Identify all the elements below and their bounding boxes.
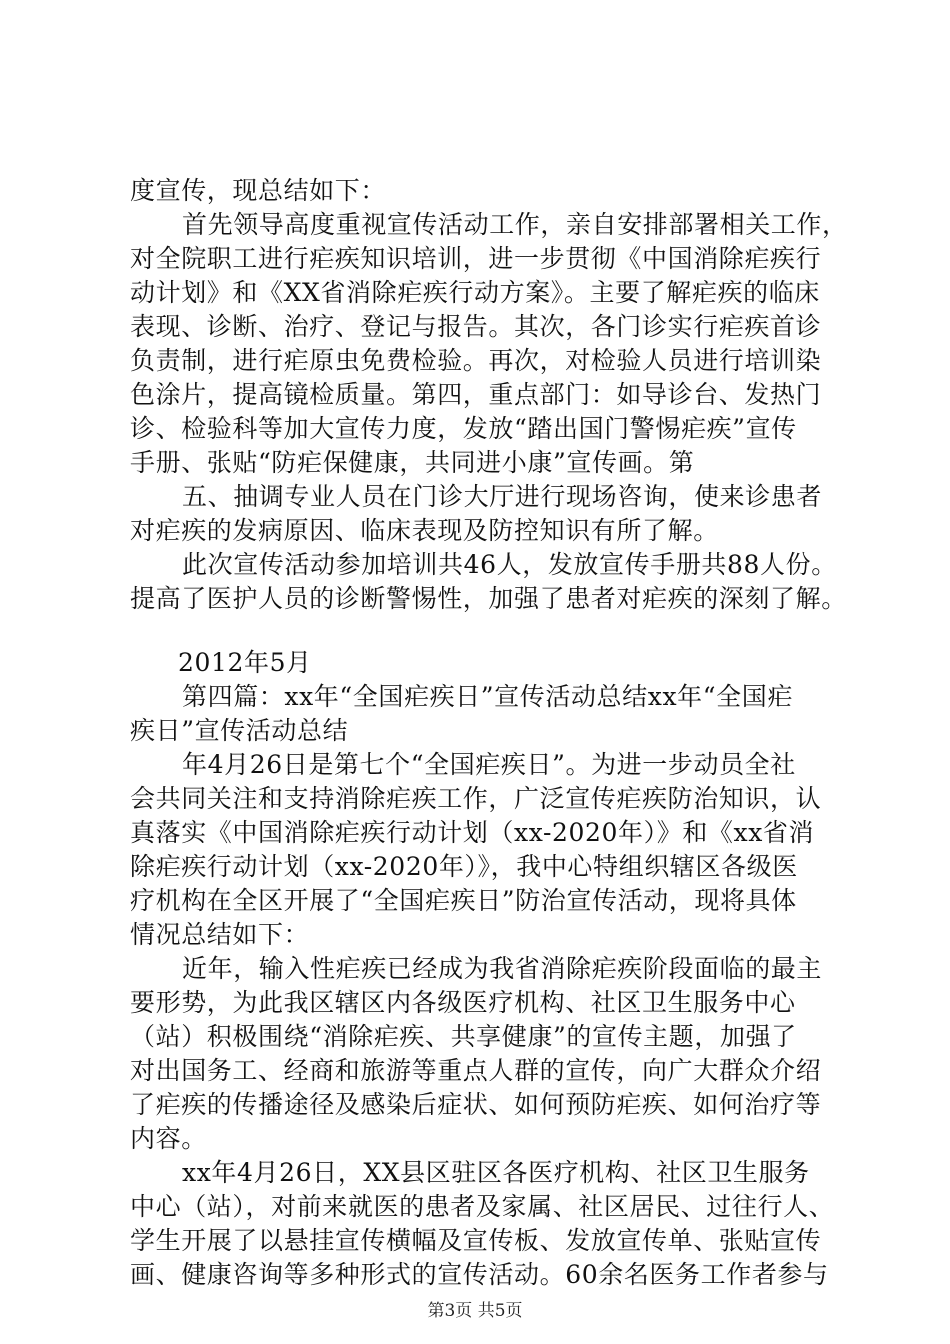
text-line: 动计划》和《XX省消除疟疾行动方案》。主要了解疟疾的临床 <box>130 278 820 307</box>
text-line: 负责制，进行疟原虫免费检验。再次，对检验人员进行培训染 <box>130 346 822 375</box>
text-line: 内容。 <box>130 1124 207 1153</box>
text-line: 年4月26日是第七个“全国疟疾日”。为进一步动员全社 <box>182 750 796 779</box>
page-footer: 第3页 共5页 <box>427 1301 523 1321</box>
text-line: 会共同关注和支持消除疟疾工作，广泛宣传疟疾防治知识，认 <box>130 784 822 813</box>
text-line: 了疟疾的传播途径及感染后症状、如何预防疟疾、如何治疗等 <box>130 1090 822 1119</box>
text-line: 首先领导高度重视宣传活动工作，亲自安排部署相关工作， <box>182 210 848 239</box>
text-line: 情况总结如下： <box>130 920 310 949</box>
text-line: 此次宣传活动参加培训共46人，发放宣传手册共88人份。 <box>182 550 837 579</box>
text-line: 近年，输入性疟疾已经成为我省消除疟疾阶段面临的最主 <box>182 954 823 983</box>
text-line: 手册、张贴“防疟保健康，共同进小康”宣传画。第 <box>130 448 695 477</box>
text-line: 中心（站），对前来就医的患者及家属、社区居民、过往行人、 <box>130 1192 835 1221</box>
text-line: 画、健康咨询等多种形式的宣传活动。60余名医务工作者参与 <box>130 1260 829 1289</box>
date-line: 2012年5月 <box>178 648 312 677</box>
text-line: 提高了医护人员的诊断警惕性，加强了患者对疟疾的深刻了解。 <box>130 584 847 613</box>
section-heading: 第四篇：xx年“全国疟疾日”宣传活动总结xx年“全国疟 <box>182 682 793 711</box>
text-line: （站）积极围绕“消除疟疾、共享健康”的宣传主题，加强了 <box>130 1022 797 1051</box>
text-line: 诊、检验科等加大宣传力度，发放“踏出国门警惕疟疾”宣传 <box>130 414 797 443</box>
text-line: 对全院职工进行疟疾知识培训，进一步贯彻《中国消除疟疾行 <box>130 244 822 273</box>
text-line: 除疟疾行动计划（xx-2020年）》，我中心特组织辖区各级医 <box>130 852 798 881</box>
text-line: 对疟疾的发病原因、临床表现及防控知识有所了解。 <box>130 516 719 545</box>
text-line: 表现、诊断、治疗、登记与报告。其次，各门诊实行疟疾首诊 <box>130 312 822 341</box>
text-line: xx年4月26日，XX县区驻区各医疗机构、社区卫生服务 <box>182 1158 810 1187</box>
text-line: 要形势，为此我区辖区内各级医疗机构、社区卫生服务中心 <box>130 988 796 1017</box>
text-line: 五、抽调专业人员在门诊大厅进行现场咨询，使来诊患者 <box>182 482 823 511</box>
text-line: 学生开展了以悬挂宣传横幅及宣传板、发放宣传单、张贴宣传 <box>130 1226 822 1255</box>
text-line: 色涂片，提高镜检质量。第四，重点部门：如导诊台、发热门 <box>130 380 822 409</box>
section-heading: 疾日”宣传活动总结 <box>130 716 349 745</box>
text-line: 疗机构在全区开展了“全国疟疾日”防治宣传活动，现将具体 <box>130 886 797 915</box>
text-line: 真落实《中国消除疟疾行动计划（xx-2020年）》和《xx省消 <box>130 818 815 847</box>
text-line: 度宣传，现总结如下： <box>130 176 387 205</box>
text-line: 对出国务工、经商和旅游等重点人群的宣传，向广大群众介绍 <box>130 1056 822 1085</box>
